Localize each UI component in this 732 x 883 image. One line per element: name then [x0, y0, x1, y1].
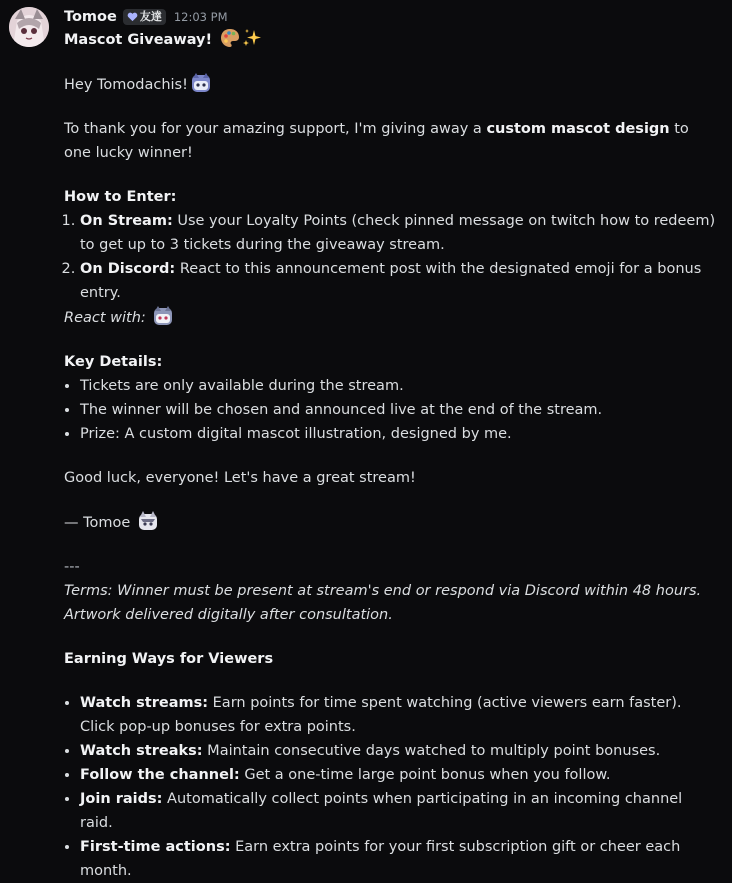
how-to-enter-list	[64, 209, 719, 305]
message-title: Mascot Giveaway!	[64, 32, 213, 48]
list-item-label: First-time actions:	[80, 839, 231, 855]
heart-icon	[127, 12, 138, 22]
list-item	[80, 691, 719, 739]
separator: ---	[64, 559, 80, 575]
list-item-label: On Stream:	[80, 213, 173, 229]
artist-palette-icon	[219, 27, 241, 49]
intro-text-start: To thank you for your amazing support, I'm giving away a	[64, 121, 487, 137]
list-item	[80, 257, 719, 305]
list-item	[80, 209, 719, 257]
greeting-text: Hey Tomodachis!	[64, 77, 188, 93]
signature-line	[64, 510, 719, 535]
list-item-label: Join raids:	[80, 791, 163, 807]
avatar[interactable]	[9, 7, 49, 47]
list-item-text: Earn points for time spent watching (active viewers earn faster). Click pop-up bonuses for extra points.	[80, 695, 682, 735]
list-item-text: Maintain consecutive days watched to multiply point bonuses.	[202, 743, 661, 759]
earning-heading: Earning Ways for Viewers	[64, 651, 274, 667]
server-tag[interactable]	[123, 9, 166, 25]
list-item-label: Watch streaks:	[80, 743, 203, 759]
mascot-emoji-icon	[137, 510, 159, 532]
signature-text: — Tomoe	[64, 515, 131, 531]
how-to-enter-heading: How to Enter:	[64, 189, 177, 205]
intro-paragraph	[64, 117, 719, 165]
message-title-line	[64, 27, 719, 52]
list-item	[80, 835, 719, 883]
list-item-text: Automatically collect points when participating in an incoming channel raid.	[80, 791, 683, 831]
message-header	[64, 6, 228, 28]
list-item: • Tickets are only available during the stream.	[80, 374, 719, 398]
list-item-text: React to this announcement post with the designated emoji for a bonus entry.	[80, 261, 702, 301]
list-item	[80, 763, 719, 787]
list-item-label: Watch streams:	[80, 695, 209, 711]
list-item	[80, 739, 719, 763]
message-content	[64, 27, 719, 883]
list-item-label: Follow the channel:	[80, 767, 240, 783]
key-details-heading: Key Details:	[64, 354, 163, 370]
earning-list	[64, 691, 719, 883]
terms-text: Artwork delivered digitally after consultation.	[64, 607, 393, 623]
intro-text-end: to one lucky winner!	[64, 121, 689, 161]
list-item	[80, 787, 719, 835]
message-timestamp[interactable]: 12:03 PM	[173, 10, 228, 24]
key-details-list	[64, 374, 719, 446]
server-tag-label: 友達	[139, 10, 162, 23]
author-name[interactable]: Tomoe	[64, 9, 117, 25]
terms-text: Terms: Winner must be present at stream's end or respond via Discord within 48 hours.	[64, 583, 702, 599]
good-luck-text: Good luck, everyone! Let's have a great stream!	[64, 470, 416, 486]
list-item-text: Use your Loyalty Points (check pinned message on twitch how to redeem) to get up to 3 tickets during the giveaway stream.	[80, 213, 716, 253]
list-item-text: Get a one-time large point bonus when you follow.	[239, 767, 611, 783]
list-item-text: Earn extra points for your first subscription gift or cheer each month.	[80, 839, 681, 879]
react-with-label: React with:	[64, 310, 146, 326]
react-with-line	[64, 305, 719, 330]
list-item: • The winner will be chosen and announced live at the end of the stream.	[80, 398, 719, 422]
mascot-emoji-icon[interactable]	[152, 305, 174, 327]
sparkles-icon	[241, 27, 263, 49]
mascot-emoji-icon	[190, 72, 212, 94]
greeting-line	[64, 72, 719, 97]
list-item: • Prize: A custom digital mascot illustration, designed by me.	[80, 422, 719, 446]
list-item-label: On Discord:	[80, 261, 176, 277]
intro-text-bold: custom mascot design	[486, 121, 670, 137]
